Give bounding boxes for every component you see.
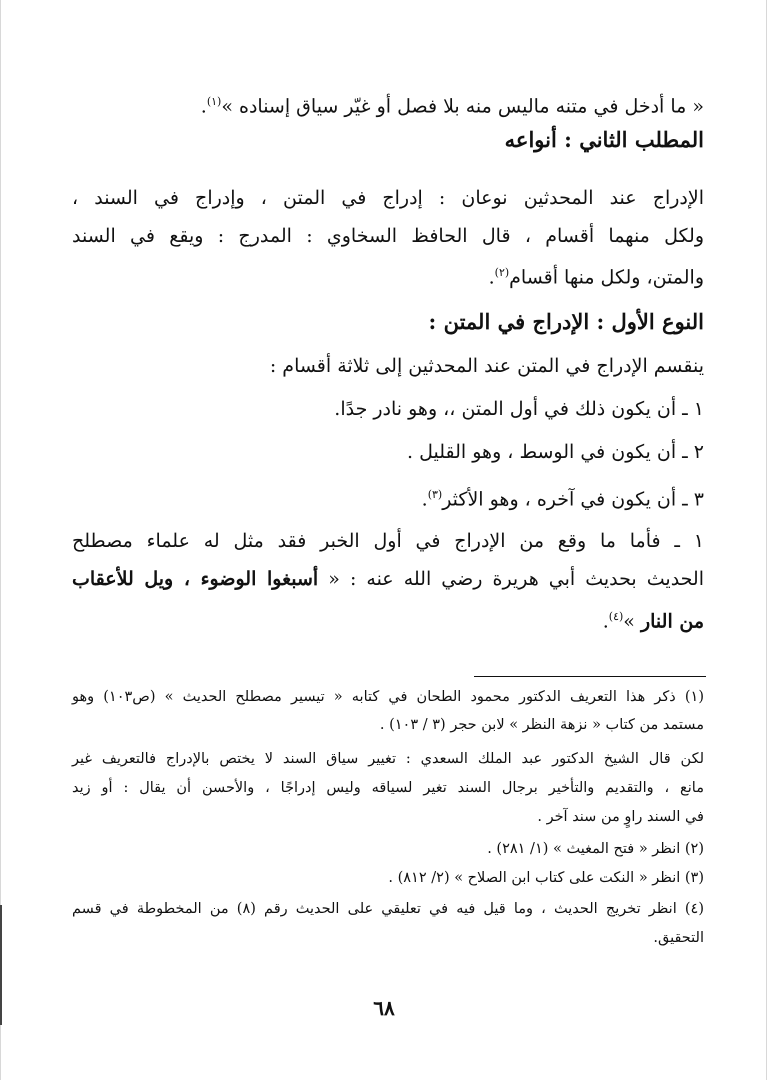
- scan-edge-right: [766, 0, 767, 1080]
- footnote-separator: [474, 676, 706, 677]
- footnote-3: (٣) انظر « النكت على كتاب ابن الصلاح » (٢/ ٨١٢) .: [388, 870, 704, 886]
- body-para1-line3: والمتن، ولكل منها أقسام$^{(٢)}$.: [488, 266, 704, 289]
- hadith-text-end: من النار: [640, 610, 704, 633]
- hadith-text: أسبغوا الوضوء ، ويل للأعقاب: [72, 568, 319, 590]
- body-para3-line1: ١ ـ فأما ما وقع من الإدراج في أول الخبر فقد مثل له علماء مصطلح: [72, 530, 704, 552]
- footnote-4-line1: (٤) انظر تخريج الحديث ، وما قيل فيه في تعليقي على الحديث رقم (٨) من المخطوطة في قسم: [72, 901, 704, 917]
- body-para1-line2: ولكل منهما أقسام ، قال الحافظ السخاوي : المدرج : ويقع في السند: [72, 225, 704, 247]
- body-para3-line3: من النار »$^{(٤)}$.: [602, 610, 704, 633]
- section-heading-types: المطلب الثاني : أنواعه: [504, 127, 704, 152]
- body-line-1: « ما أدخل في متنه ماليس منه بلا فصل أو غيّر سياق إسناده »$^{(١)}$.: [200, 95, 704, 118]
- body-para3-line2: الحديث بحديث أبي هريرة رضي الله عنه : « أسبغوا الوضوء ، ويل للأعقاب: [72, 568, 704, 590]
- page-number: ٦٨: [373, 996, 395, 1020]
- list-item-3: ٣ ـ أن يكون في آخره ، وهو الأكثر$^{(٣)}$.: [421, 488, 704, 511]
- footnote-4-line2: التحقيق.: [653, 930, 704, 946]
- footnote-ref-1: (١): [206, 95, 222, 108]
- footnote-1-line3: لكن قال الشيخ الدكتور عبد الملك السعدي : تغيير سياق السند لا يختص بالإدراج فالتعريف غير: [72, 751, 704, 767]
- list-item-2: ٢ ـ أن يكون في الوسط ، وهو القليل .: [407, 441, 704, 463]
- body-para2: ينقسم الإدراج في المتن عند المحدثين إلى ثلاثة أقسام :: [269, 355, 704, 377]
- footnote-1-line2: مستمد من كتاب « نزهة النظر » لابن حجر (٣ / ١٠٣) .: [379, 717, 704, 733]
- body-para1-line1: الإدراج عند المحدثين نوعان : إدراج في المتن ، وإدراج في السند ،: [72, 187, 704, 209]
- section-heading-matn: النوع الأول : الإدراج في المتن :: [428, 309, 704, 334]
- footnote-ref-4: (٤): [608, 610, 624, 623]
- footnote-1-line1: (١) ذكر هذا التعريف الدكتور محمود الطحان في كتابه « تيسير مصطلح الحديث » (ص١٠٣) وهو: [72, 689, 704, 705]
- footnote-ref-3: (٣): [427, 488, 443, 501]
- footnote-1-line4: مانع ، والتقديم والتأخير برجال السند تغير لسياقه وليس إدراجًا ، والأحسن أن يقال : أو زيد: [72, 780, 704, 796]
- footnote-ref-2: (٢): [494, 266, 510, 279]
- footnote-2: (٢) انظر « فتح المغيث » (١/ ٢٨١) .: [487, 841, 704, 857]
- list-item-1: ١ ـ أن يكون ذلك في أول المتن ،، وهو نادر جدًا.: [334, 398, 704, 420]
- footnote-1-line5: في السند راوٍ من سند آخر .: [537, 809, 704, 825]
